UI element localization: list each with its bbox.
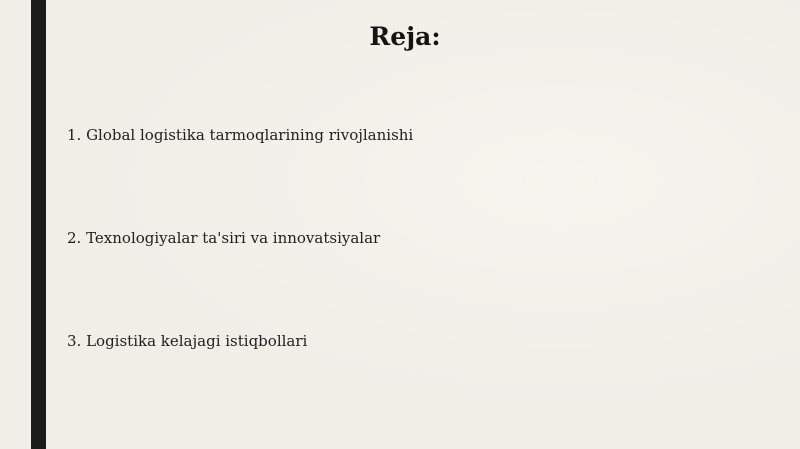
slide-title: Reja: [369,22,441,51]
plan-item-2: 2. Texnologiyalar ta'siri va innovatsiyalar [67,229,381,247]
plan-item-3: 3. Logistika kelajagi istiqbollari [67,332,308,350]
plan-item-1: 1. Global logistika tarmoqlarining rivojlanishi [67,126,414,144]
accent-bar [31,0,46,449]
